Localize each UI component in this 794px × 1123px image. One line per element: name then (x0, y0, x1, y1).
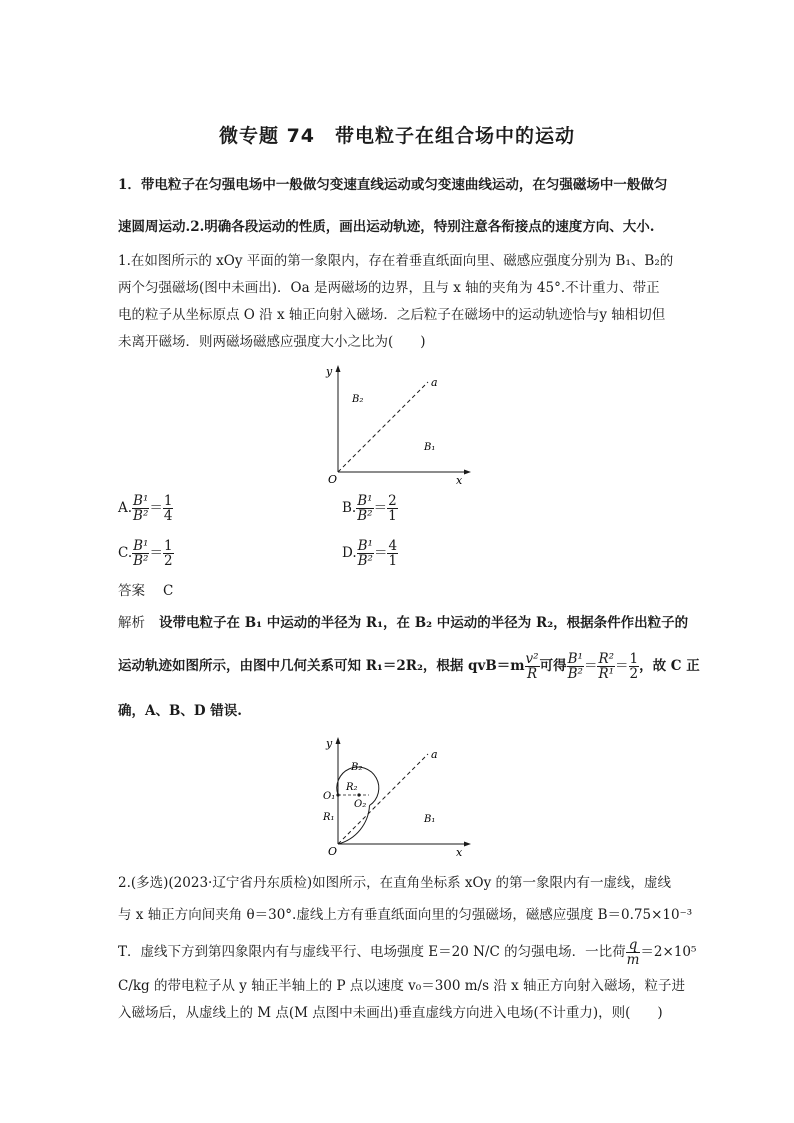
option-d-frac-top: B¹ (357, 538, 373, 554)
fig2-o1-label: O₁ (323, 791, 336, 802)
option-b-value-bottom: 1 (388, 508, 397, 524)
analysis-text-1: 设带电粒子在 B₁ 中运动的半径为 R₁，在 B₂ 中运动的半径为 R₂，根据条件作出粒子的 (159, 615, 689, 631)
option-c-frac-bottom: B² (133, 553, 149, 569)
option-d[interactable] (342, 539, 398, 568)
frac-m: m (626, 952, 640, 968)
option-b-frac-bottom: B² (357, 508, 373, 524)
analysis-label: 解析 (118, 615, 145, 631)
q2-line-2: 与 x 轴正方向间夹角 θ＝30°.虚线上方有垂直纸面向里的匀强磁场，磁感应强度 B＝0.75×10⁻³ (118, 907, 693, 923)
q1-line-2: 两个匀强磁场(图中未画出)．Oa 是两磁场的边界，且与 x 轴的夹角为 45°.不计重力、带正 (118, 280, 660, 296)
option-a-equals: ＝ (149, 500, 163, 516)
option-b-value-top: 2 (388, 493, 397, 509)
option-d-letter: D. (342, 545, 357, 561)
option-c-frac-top: B¹ (133, 538, 149, 554)
fig2-y-label: y (326, 737, 333, 750)
analysis-text-2b: 可得 (539, 658, 567, 674)
q2-line-3a: T．虚线下方到第四象限内有与虚线平行、电场强度 E＝20 N/C 的匀强电场．一比荷 (118, 944, 626, 960)
frac-half-bottom: 2 (629, 666, 639, 682)
option-b[interactable] (342, 494, 398, 523)
intro-line-2: 速圆周运动.2.明确各段运动的性质，画出运动轨迹，特别注意各衔接点的速度方向、大小. (118, 219, 655, 235)
option-c[interactable] (118, 539, 174, 568)
q2-line-3 (118, 938, 696, 967)
option-c-value-bottom: 2 (163, 553, 173, 569)
eq-2: ＝ (615, 658, 629, 674)
frac-q: q (626, 938, 641, 953)
fig2-x-label: x (456, 846, 463, 859)
fig2-b2-label: B₂ (351, 762, 363, 773)
option-c-value-top: 1 (163, 538, 173, 554)
intro-line-1: 1．带电粒子在匀强电场中一般做匀变速直线运动或匀变速曲线运动，在匀强磁场中一般做匀 (118, 177, 668, 193)
option-d-equals: ＝ (373, 545, 388, 561)
q2-line-5: 入磁场后，从虚线上的 M 点(M 点图中未画出)垂直虚线方向进入电场(不计重力)，则( ) (118, 1005, 663, 1021)
fig2-arc-b1 (338, 806, 370, 845)
figure-2 (310, 734, 480, 859)
fig2-origin-label: O (328, 845, 338, 858)
option-a-value-bottom: 4 (163, 508, 173, 524)
fig2-r1-label: R₁ (323, 812, 335, 823)
analysis-line-2 (118, 652, 700, 681)
q1-line-3: 电的粒子从坐标原点 O 沿 x 轴正向射入磁场．之后粒子在磁场中的运动轨迹恰与y 轴相切但 (118, 307, 666, 323)
option-a[interactable] (118, 494, 173, 523)
option-a-value-top: 1 (163, 493, 173, 509)
fig1-b1-label: B₁ (424, 442, 436, 453)
frac-v-bottom: R (526, 666, 538, 682)
fig2-r2-label: R₂ (346, 782, 358, 793)
frac-half-top: 1 (629, 651, 639, 667)
frac-b-top: B¹ (567, 651, 583, 667)
option-d-value-bottom: 1 (388, 553, 398, 569)
option-b-equals: ＝ (373, 500, 388, 516)
option-c-letter: C. (118, 545, 133, 561)
q2-line-3b: ＝2×10⁵ (640, 944, 697, 960)
option-a-frac-top: B¹ (133, 493, 149, 509)
option-a-frac-bottom: B² (133, 508, 149, 524)
figure-1 (310, 362, 480, 487)
answer-row (118, 581, 173, 601)
analysis-text-2c: ，故 C 正 (639, 658, 700, 674)
frac-r-top: R² (598, 651, 615, 667)
fig2-y-arrow (336, 737, 341, 744)
option-b-frac-top: B¹ (357, 493, 373, 509)
option-b-letter: B. (342, 500, 357, 516)
fig2-o2-label: O₂ (354, 799, 367, 810)
option-a-letter: A. (118, 500, 133, 516)
frac-r-bottom: R¹ (598, 666, 615, 682)
frac-b-bottom: B² (567, 666, 583, 682)
option-d-frac-bottom: B² (357, 553, 373, 569)
fig1-x-label: x (456, 474, 463, 487)
fig2-x-arrow (464, 842, 471, 847)
q2-line-4: C/kg 的带电粒子从 y 轴正半轴上的 P 点以速度 v₀＝300 m/s 沿 x 轴正方向射入磁场，粒子进 (118, 978, 686, 994)
fig2-o2-dot (357, 793, 360, 796)
fig2-o1-dot (336, 793, 339, 796)
fig1-y-arrow (336, 365, 341, 372)
eq-1: ＝ (583, 658, 598, 674)
frac-v-top: v² (525, 651, 539, 667)
fig1-b2-label: B₂ (352, 394, 364, 405)
fig1-a-label: a (431, 376, 438, 389)
option-d-value-top: 4 (388, 538, 398, 554)
page-title: 微专题 74 带电粒子在组合场中的运动 (218, 125, 576, 147)
fig1-y-label: y (326, 365, 333, 378)
analysis-line-3: 确，A、B、D 错误. (118, 703, 242, 719)
option-c-equals: ＝ (149, 545, 163, 561)
analysis-line-1 (118, 613, 688, 633)
q1-line-1: 1.在如图所示的 xOy 平面的第一象限内，存在着垂直纸面向里、磁感应强度分别为 B₁、B₂的 (118, 253, 674, 269)
q1-line-4: 未离开磁场．则两磁场磁感应强度大小之比为( ) (118, 334, 426, 350)
analysis-text-2a: 运动轨迹如图所示，由图中几何关系可知 R₁＝2R₂，根据 qvB＝m (118, 658, 525, 674)
fig2-a-label: a (431, 748, 438, 761)
answer-label: 答案 (118, 583, 145, 599)
answer-value: C (163, 583, 174, 599)
fig2-b1-label: B₁ (424, 814, 436, 825)
q2-line-1: 2.(多选)(2023·辽宁省丹东质检)如图所示，在直角坐标系 xOy 的第一象限内有一虚线，虚线 (118, 875, 671, 891)
fig1-origin-label: O (328, 473, 338, 486)
fig1-x-arrow (464, 470, 471, 475)
